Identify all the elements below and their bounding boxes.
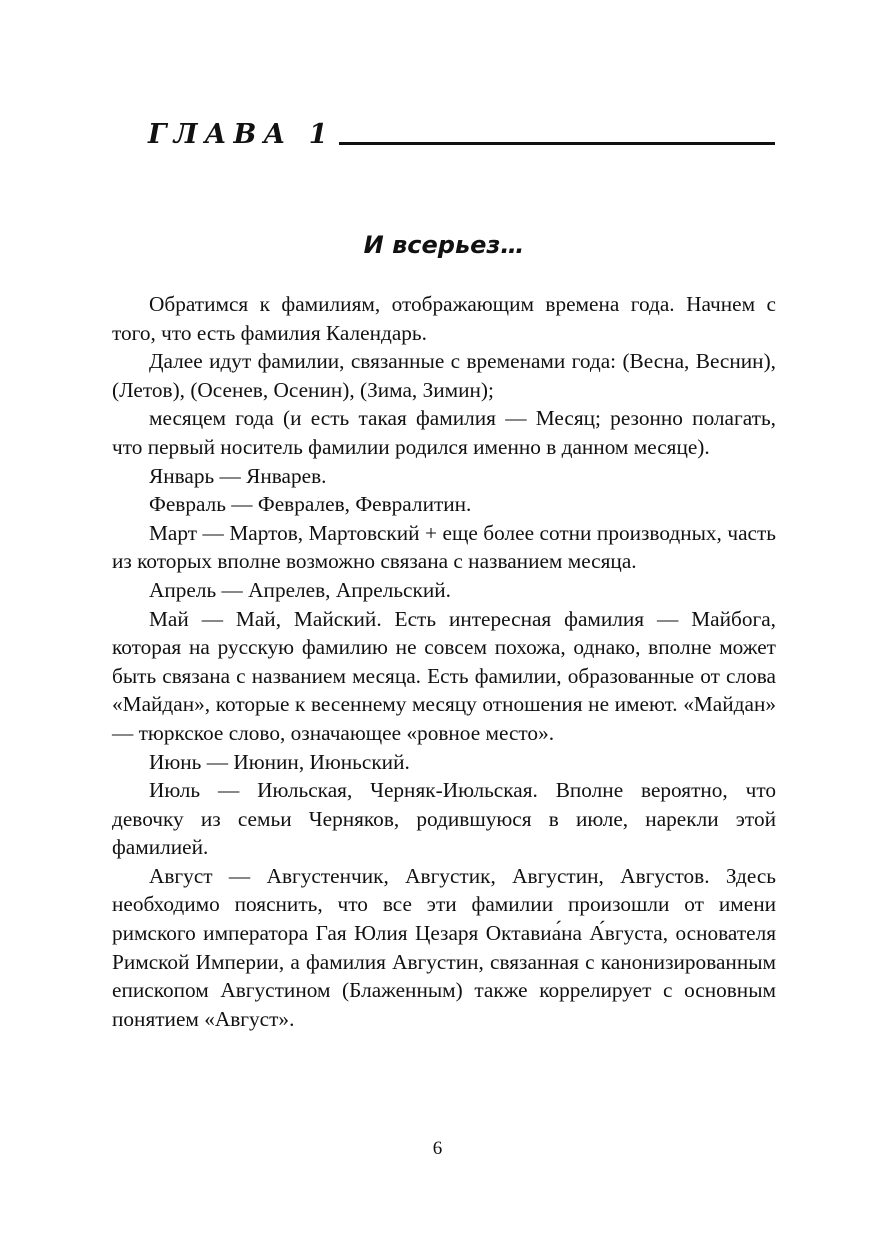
paragraph: Январь — Январев. — [149, 463, 327, 488]
section-title: И всерьез… — [363, 231, 525, 259]
paragraph: Май — Май, Майский. Есть интересная фамилия — Майбога, которая на русскую фамилию не совсем похожа, однако, вполне может быть связана с названием месяца. Есть фамилии, образованные от слова «Майдан», которые к весеннему месяцу отношения не имеют. «Майдан» — тюркское слово, означающее «ровное место». — [112, 606, 776, 745]
chapter-rule — [339, 142, 775, 145]
chapter-label: ГЛАВА 1 — [148, 119, 335, 150]
paragraph: Февраль — Февралев, Февралитин. — [149, 492, 472, 517]
paragraph: Обратимся к фамилиям, отображающим времена года. Начнем с того, что есть фамилия Календарь. — [112, 292, 776, 345]
chapter-heading — [148, 112, 775, 148]
paragraph: Июнь — Июнин, Июньский. — [149, 749, 410, 774]
body-text — [112, 290, 776, 1033]
paragraph: Август — Августенчик, Августик, Августин, Августов. Здесь необходимо пояснить, что все эти фамилии произошли от имени римского императора Гая Юлия Цезаря Октавиа́на А́вгуста, основателя Римской Империи, а фамилия Августин, связанная с канонизированным епископом Августином (Блаженным) также коррелирует с основным понятием «Август». — [112, 863, 776, 1031]
paragraph: Март — Мартов, Мартовский + еще более сотни производных, часть из которых вполне возможно связана с названием месяца. — [112, 520, 776, 574]
paragraph: Апрель — Апрелев, Апрельский. — [149, 577, 451, 602]
paragraph: месяцем года (и есть такая фамилия — Месяц; резонно полагать, что первый носитель фамилии родился именно в данном месяце). — [112, 406, 776, 459]
paragraph: Июль — Июльская, Черняк-Июльская. Вполне вероятно, что девочку из семьи Черняков, родившуюся в июле, нарекли этой фамилией. — [112, 778, 776, 860]
paragraph: Далее идут фамилии, связанные с временами года: (Весна, Веснин), (Летов), (Осенев, Осенин), (Зима, Зимин); — [112, 349, 776, 402]
page-number: 6 — [432, 1138, 443, 1159]
